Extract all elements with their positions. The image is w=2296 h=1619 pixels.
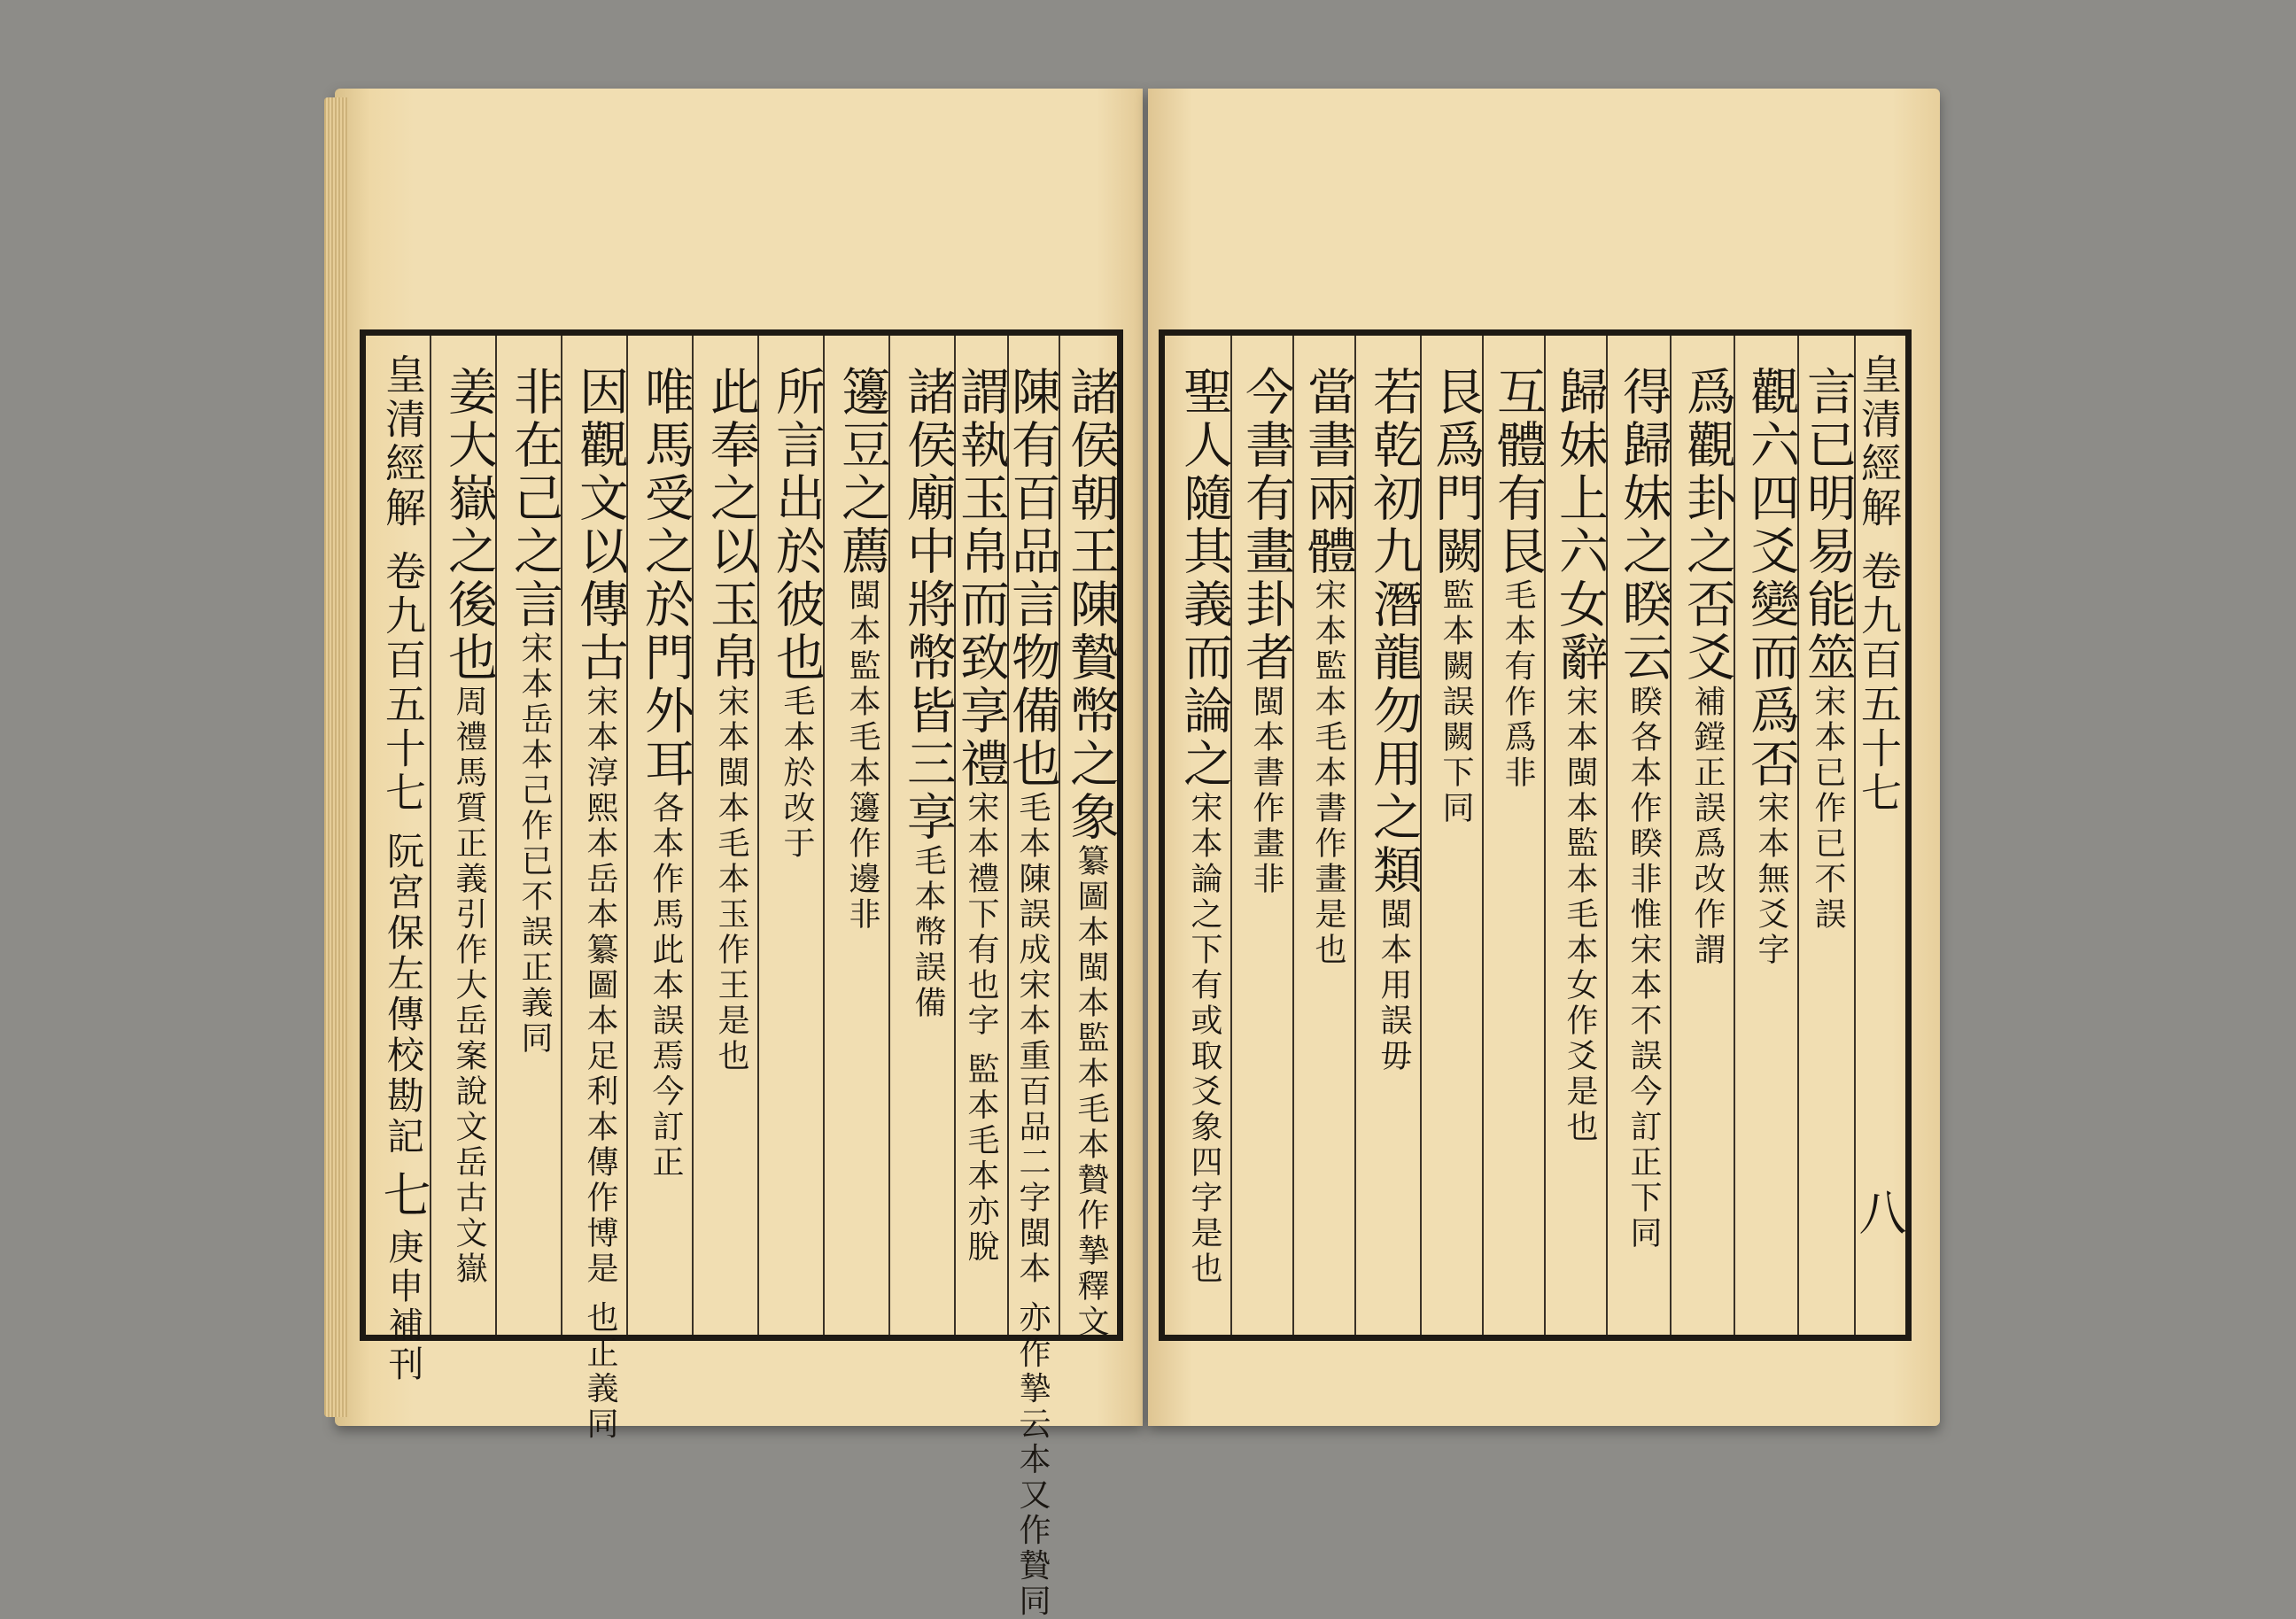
right-column-1: [1797, 336, 1857, 1335]
left-column-4: [888, 336, 957, 1335]
left-column-6: [757, 336, 826, 1335]
note-text: 宋本閩本監本毛本女作爻是也: [1562, 685, 1598, 1145]
left-volume: 卷九百五十七: [379, 550, 427, 816]
main-text: 諸侯朝王陳贄幣之象: [1062, 366, 1120, 844]
right-volume: 卷九百五十七: [1855, 550, 1903, 816]
main-text: 歸妹上六女辭: [1551, 366, 1609, 685]
page-edge-stack: [324, 97, 347, 1417]
note-text: 各本作馬此本誤焉今訂正: [648, 791, 684, 1181]
main-text: 今書有畫卦者: [1237, 366, 1295, 685]
left-center-column: [366, 336, 431, 1384]
left-column-1: [1059, 336, 1120, 1340]
main-text: 得歸妹之睽云: [1615, 366, 1672, 685]
main-text: 互體有艮: [1489, 366, 1547, 578]
note-text: 毛本於改于: [779, 685, 815, 862]
main-text: 聖人隨其義而論之: [1175, 366, 1233, 791]
note-text: 宋本岳本己作已不誤正義同: [516, 631, 553, 1057]
right-column-3: [1670, 336, 1734, 1335]
right-column-4: [1606, 336, 1670, 1335]
main-text: 此奉之以玉帛: [702, 366, 760, 685]
right-column-2: [1734, 336, 1800, 1335]
main-text: 非在己之言: [506, 366, 563, 631]
left-center-text: [366, 353, 430, 1384]
right-book-title: 皇清經解: [1855, 353, 1903, 531]
left-column-5: [823, 336, 891, 1335]
note-text: 閩本監本毛本籩作邊非: [844, 578, 880, 933]
note-text: 宋本禮下有也字 監本毛本亦脫: [963, 791, 999, 1266]
left-column-7: [692, 336, 760, 1335]
right-center-text: [1851, 353, 1907, 1239]
main-text: 謂執玉帛而致享禮: [952, 366, 1010, 791]
main-text: 艮爲門闕: [1427, 366, 1485, 578]
main-text: 姜大嶽之後也: [440, 366, 498, 685]
main-text: 爲觀卦之否爻: [1679, 366, 1736, 685]
left-column-9: [561, 336, 629, 1443]
note-text: 宋本無爻字: [1753, 791, 1789, 968]
note-text: 纂圖本閩本監本毛本贄作摯釋文: [1073, 844, 1109, 1340]
note-text: 毛本陳誤成宋本重百品二字閩本 亦作摯云本又作贄同: [1014, 791, 1051, 1619]
right-text-frame: [1159, 329, 1912, 1341]
left-author: 阮宮保左傳校勘記: [382, 832, 425, 1158]
note-text: 毛本幣誤備: [910, 844, 946, 1021]
right-column-5: [1544, 336, 1609, 1335]
right-column-8: [1354, 336, 1423, 1335]
left-column-10: [495, 336, 561, 1335]
right-column-7: [1420, 336, 1485, 1335]
main-text: 當書兩體: [1299, 366, 1357, 578]
main-text: 陳有百品言物備也: [1004, 366, 1061, 791]
note-text: 宋本淳熙本岳本纂圖本足利本傳作博是 也正義同: [582, 685, 618, 1443]
note-text: 監本闕誤闕下同: [1438, 578, 1474, 826]
main-text: 籩豆之薦: [834, 366, 891, 578]
note-text: 宋本論之下有或取爻象四字是也: [1186, 791, 1222, 1287]
right-center-column: [1851, 336, 1907, 1335]
right-column-9: [1292, 336, 1357, 1335]
open-book: [335, 89, 1940, 1619]
left-column-8: [626, 336, 692, 1335]
main-text: 觀六四爻變而爲否: [1742, 366, 1800, 791]
right-column-10: [1230, 336, 1295, 1335]
right-page-number: 八: [1851, 1188, 1907, 1239]
left-text-frame: [360, 329, 1123, 1619]
right-column-11: [1165, 336, 1233, 1335]
note-text: 宋本閩本毛本玉作王是也: [713, 685, 749, 1074]
main-text: 諸侯廟中將幣皆三享: [899, 366, 957, 844]
left-page: [335, 89, 1143, 1619]
note-text: 周禮馬質正義引作大岳案說文岳古文嶽: [451, 685, 487, 1287]
left-column-2: [1004, 336, 1061, 1619]
main-text: 唯馬受之於門外耳: [637, 366, 694, 791]
left-column-3: [952, 336, 1010, 1335]
note-text: 睽各本作睽非惟宋本不誤今訂正下同: [1625, 685, 1662, 1251]
main-text: 言已明易能筮: [1799, 366, 1857, 685]
main-text: 因觀文以傳古: [571, 366, 629, 685]
note-text: 宋本已作已不誤: [1810, 685, 1846, 933]
note-text: 閩本書作畫非: [1248, 685, 1284, 897]
note-text: 毛本有作爲非: [1500, 578, 1536, 791]
left-edition: 庚申補刊: [383, 1228, 423, 1384]
note-text: 閩本用誤毋: [1376, 897, 1412, 1074]
left-book-title: 皇清經解: [379, 353, 427, 531]
right-column-6: [1482, 336, 1547, 1335]
right-page: [1148, 89, 1940, 1426]
left-page-number: 七: [376, 1170, 431, 1221]
note-text: 宋本監本毛本書作畫是也: [1310, 578, 1346, 968]
left-column-11: [430, 336, 498, 1335]
main-text: 若乾初九潛龍勿用之類: [1365, 366, 1423, 897]
main-text: 所言出於彼也: [768, 366, 826, 685]
note-text: 補鏜正誤爲改作謂: [1689, 685, 1726, 968]
